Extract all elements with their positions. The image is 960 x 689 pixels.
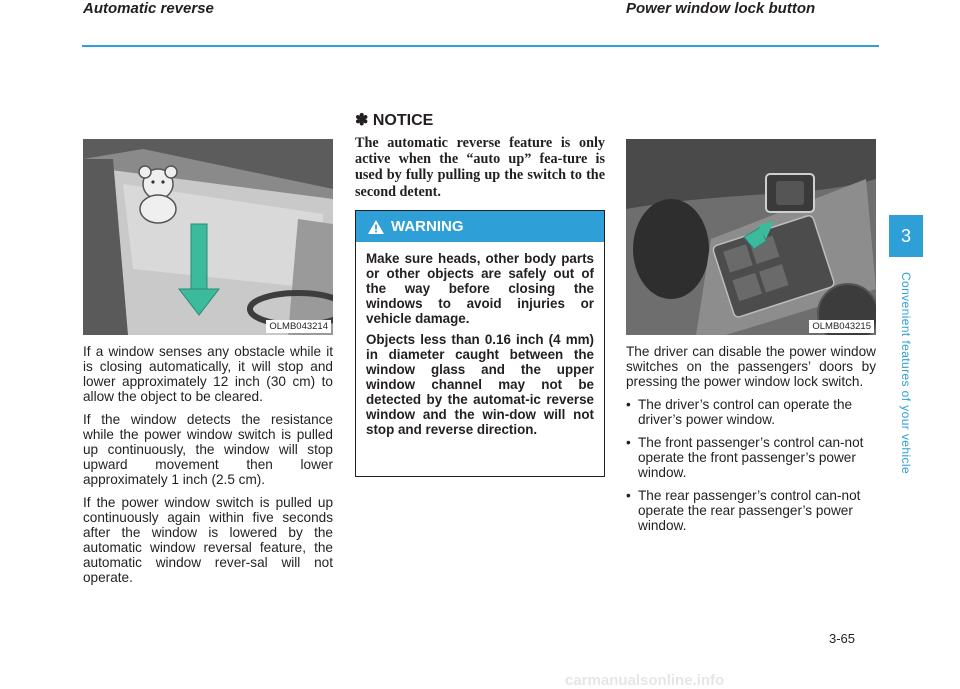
- chapter-title: Convenient features of your vehicle: [899, 271, 913, 475]
- list-item: • The driver’s control can operate the driver’s power window.: [626, 397, 876, 427]
- warning-paragraph: Objects less than 0.16 inch (4 mm) in diameter caught between the window glass and the upper window channel may not be detected by the automat-ic reverse window and the win-dow will not stop and reverse direction.: [366, 332, 594, 437]
- notice-text: The automatic reverse feature is only active when the “auto up” fea-ture is used by fully pulling up the switch to the second detent.: [355, 135, 605, 200]
- warning-box: [355, 210, 605, 477]
- watermark: carmanualsonline.info: [565, 672, 725, 689]
- warning-paragraph: Make sure heads, other body parts or other objects are safely out of the way before closing the windows to avoid injuries or vehicle damage.: [366, 251, 594, 326]
- warning-title: WARNING: [391, 218, 464, 235]
- car-window-illustration: [83, 139, 333, 335]
- bullet-list: [626, 397, 876, 533]
- image-code: OLMB043214: [266, 320, 331, 333]
- car-window-photo: [83, 139, 333, 335]
- power-window-lock-text: [626, 344, 876, 541]
- list-item: • The rear passenger’s control can-not operate the rear passenger’s power window.: [626, 488, 876, 533]
- paragraph: If the window detects the resistance while the power window switch is pulled up continuously, the window will stop upward movement then lower approximately 1 inch (2.5 cm).: [83, 412, 333, 487]
- page-number: 3-65: [829, 631, 856, 646]
- image-code: OLMB043215: [809, 320, 874, 333]
- automatic-reverse-text: [83, 344, 333, 593]
- chapter-tab[interactable]: 3: [889, 215, 923, 257]
- door-switch-photo: [626, 139, 876, 335]
- warning-header: [356, 211, 604, 242]
- paragraph: The driver can disable the power window switches on the passengers’ doors by pressing the power window lock switch.: [626, 344, 876, 389]
- paragraph: If the power window switch is pulled up continuously again within five seconds after the window is lowered by the automatic window reversal feature, the automatic window rever-sal will not operate.: [83, 495, 333, 585]
- warning-body: [356, 242, 604, 437]
- section-heading-automatic-reverse: Automatic reverse: [83, 0, 214, 17]
- top-rule: [82, 45, 879, 47]
- notice-title: ✽ NOTICE: [355, 112, 434, 129]
- list-item: • The front passenger’s control can-not operate the front passenger’s power window.: [626, 435, 876, 480]
- paragraph: If a window senses any obstacle while it is closing automatically, it will stop and lower approximately 12 inch (30 cm) to allow the object to be cleared.: [83, 344, 333, 404]
- section-heading-power-window-lock: Power window lock button: [626, 0, 816, 17]
- door-switch-illustration: [626, 139, 876, 335]
- warning-triangle-icon: [367, 219, 385, 235]
